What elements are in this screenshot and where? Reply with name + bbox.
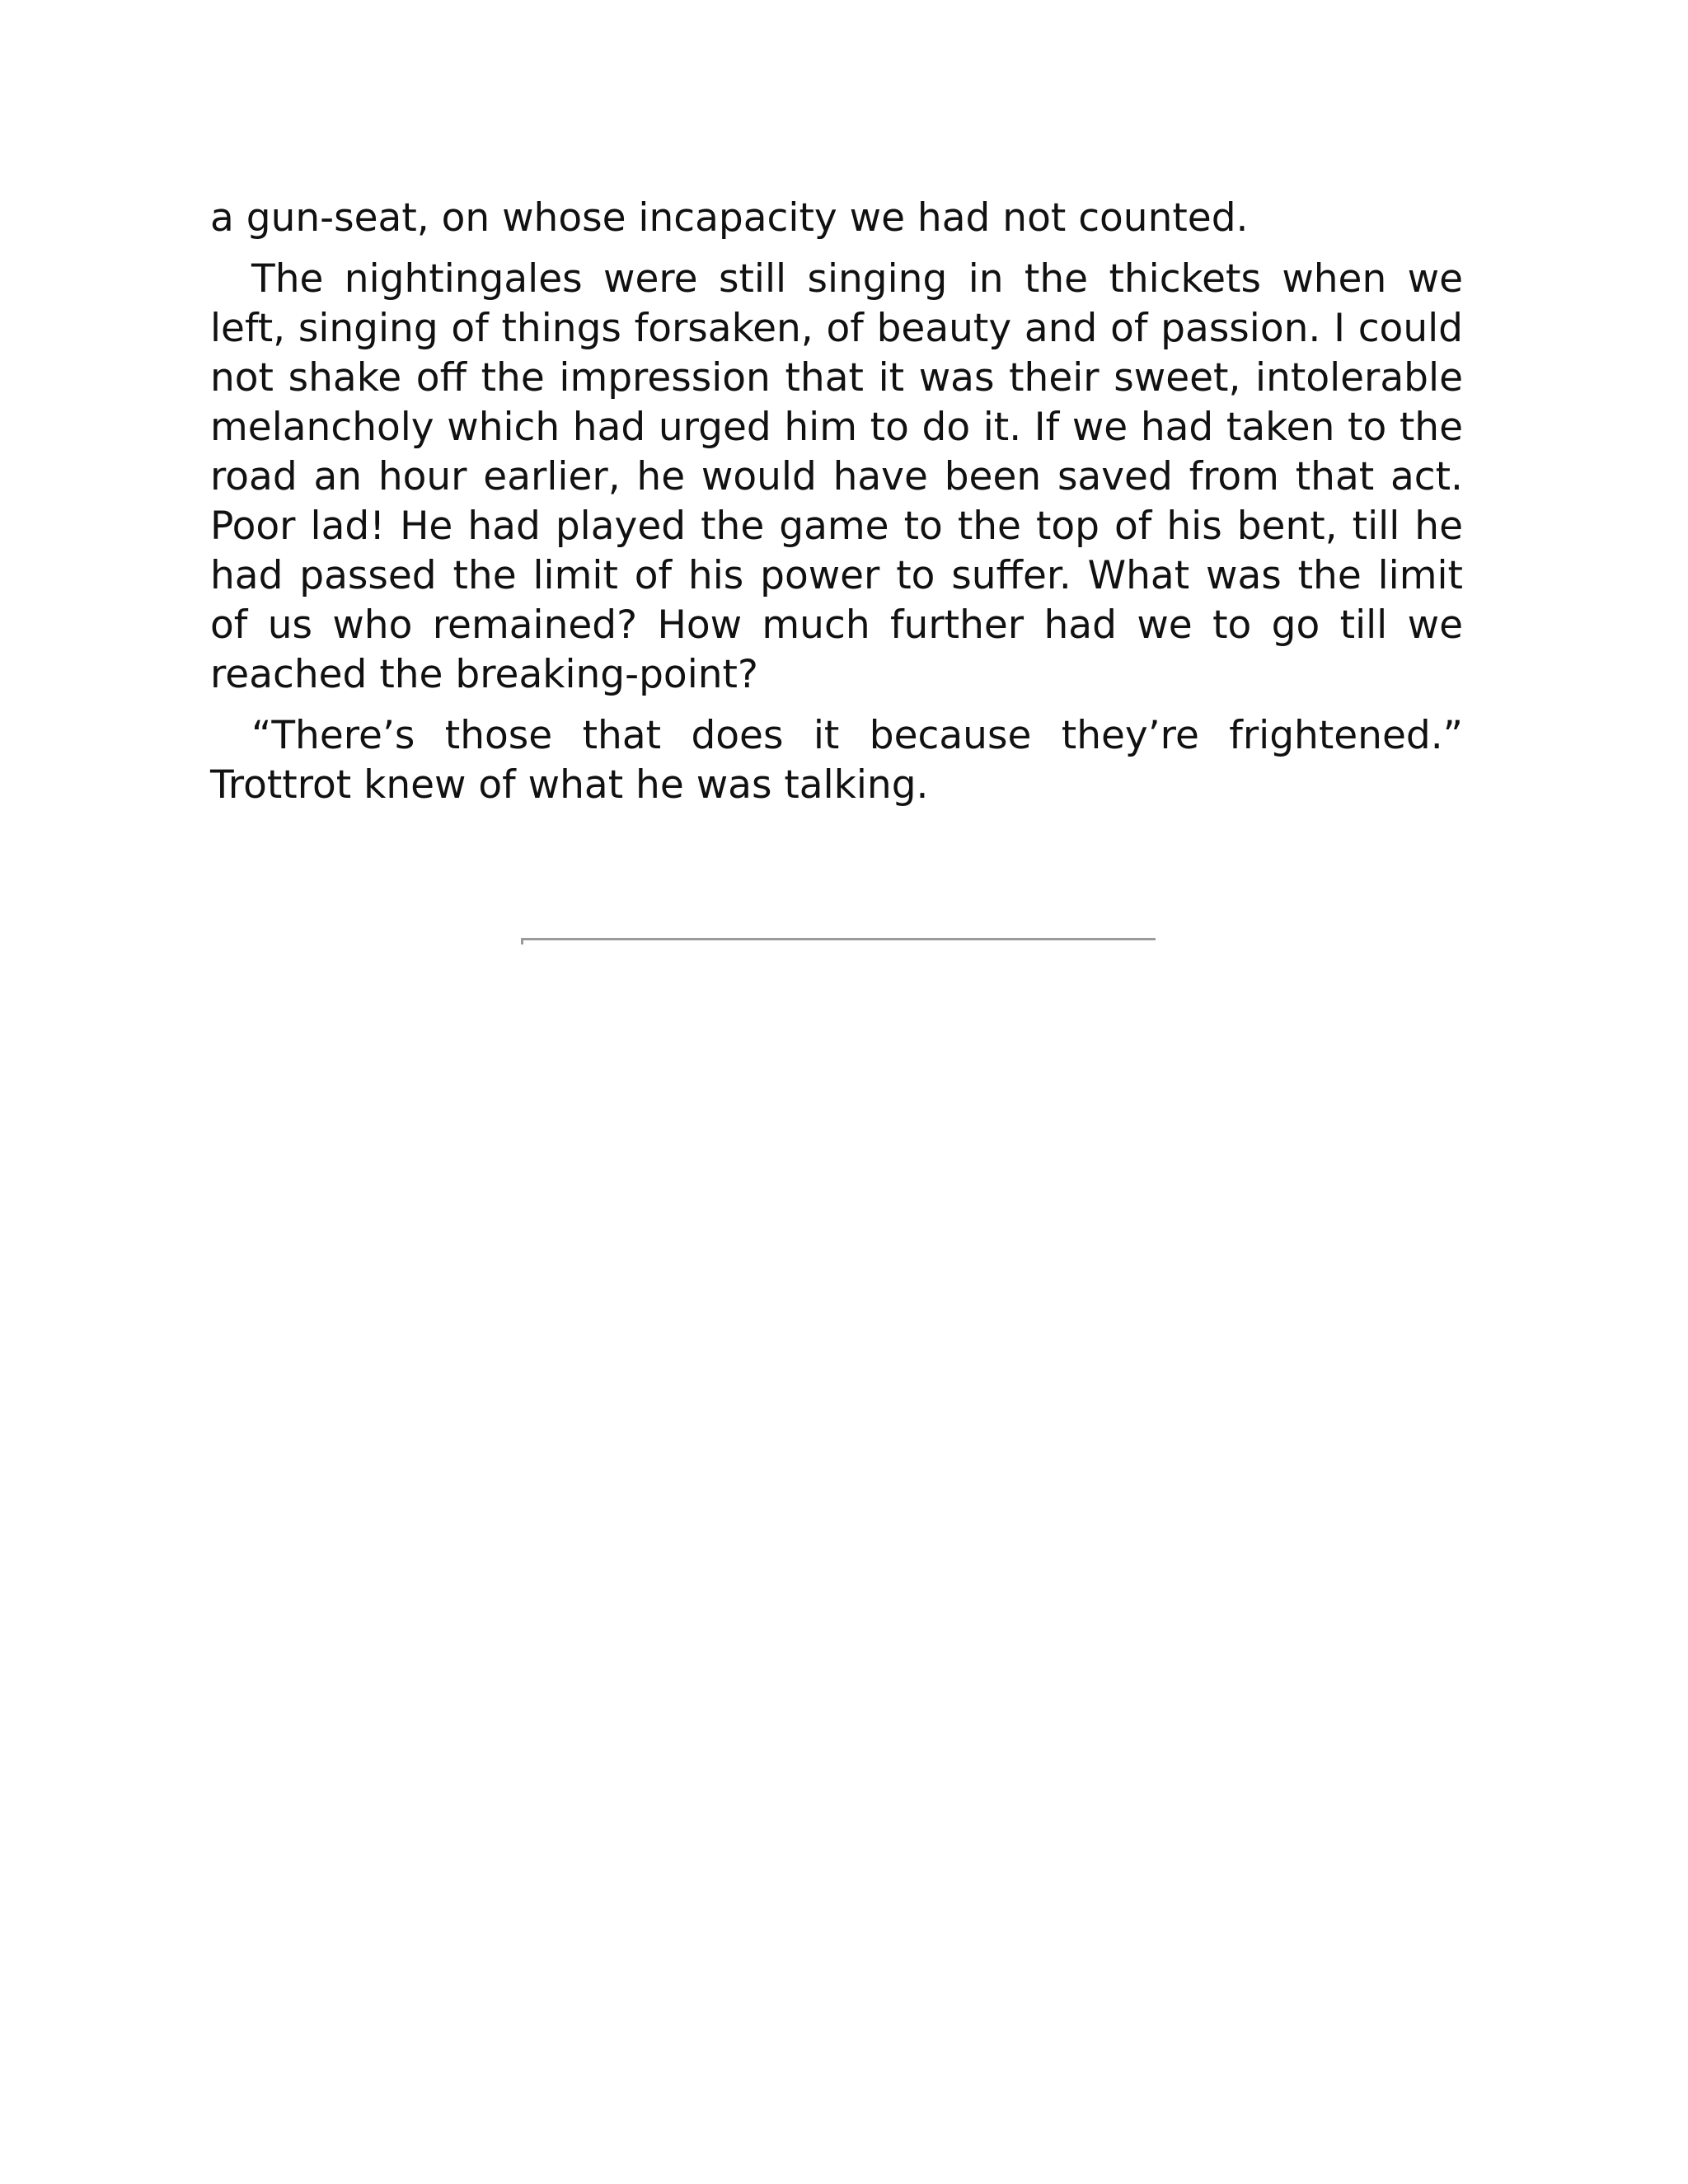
paragraph-nightingales: The nightingales were still singing in the thickets when we left, singing of things forsaken, of beauty and of passion. I could not shake off the impression that it was their sweet, intolerable melancholy which had urged him to do it. If we had taken to the road an hour earlier, he would have been saved from that act. Poor lad! He had played the game to the top of his bent, till he had passed the limit of his power to suffer. What was the limit of us who remained? How much further had we to go till we reached the breaking-point? (210, 256, 1463, 697)
paragraph-continuation: a gun-seat, on whose incapacity we had not counted. (210, 195, 1249, 241)
paragraph-trottrot: “There’s those that does it because they’re frightened.” Trottrot knew of what he was talking. (210, 713, 1463, 808)
page-body (210, 194, 1463, 822)
section-divider-rule (521, 938, 1156, 940)
